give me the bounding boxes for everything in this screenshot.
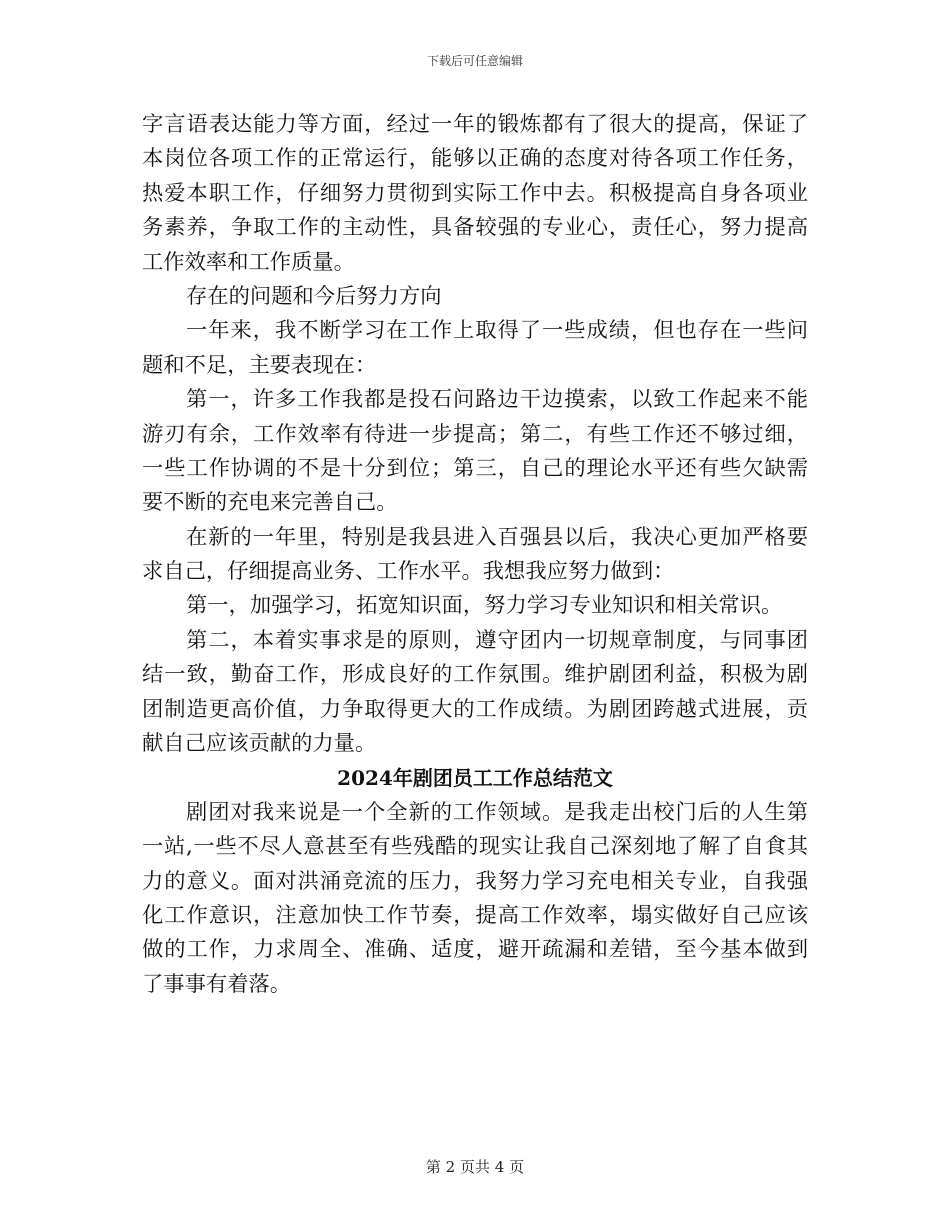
body-line: 一年来，我不断学习在工作上取得了一些成绩，但也存在一些问 — [186, 318, 808, 344]
body-line: 字言语表达能力等方面，经过一年的锻炼都有了很大的提高，保证了 — [142, 112, 808, 137]
body-line: 第一，加强学习，拓宽知识面，努力学习专业知识和相关常识。 — [186, 593, 783, 619]
body-line: 一些工作协调的不是十分到位；第三，自己的理论水平还有些欠缺需 — [142, 455, 808, 481]
body-line: 工作效率和工作质量。 — [142, 249, 355, 275]
body-line: 化工作意识，注意加快工作节奏，提高工作效率，塌实做好自己应该 — [142, 902, 808, 928]
body-line: 献自己应该贡献的力量。 — [142, 731, 377, 757]
body-line: 在新的一年里，特别是我县进入百强县以后，我决心更加严格要 — [186, 524, 808, 550]
page-header: 下载后可任意编辑 — [426, 54, 523, 68]
page-number: 第 2 页共 4 页 — [425, 1158, 525, 1176]
body-line: 热爱本职工作，仔细努力贯彻到实际工作中去。积极提高自身各项业 — [142, 180, 808, 206]
body-line: 力的意义。面对洪涌竞流的压力，我努力学习充电相关专业，自我强 — [142, 868, 808, 894]
body-line: 了事事有着落。 — [142, 971, 292, 997]
body-line: 本岗位各项工作的正常运行，能够以正确的态度对待各项工作任务， — [142, 146, 808, 172]
body-line: 求自己，仔细提高业务、工作水平。我想我应努力做到： — [142, 559, 675, 585]
body-line: 第一，许多工作我都是投石问路边干边摸索，以致工作起来不能 — [186, 387, 808, 413]
body-line: 要不断的充电来完善自己。 — [142, 490, 398, 516]
document-body — [142, 108, 808, 1002]
article-title: 2024年剧团员工工作总结范文 — [337, 766, 613, 791]
body-line: 做的工作，力求周全、准确、适度，避开疏漏和差错，至今基本做到 — [142, 937, 808, 963]
body-line: 题和不足，主要表现在： — [142, 352, 377, 378]
body-line: 第二，本着实事求是的原则，遵守团内一切规章制度，与同事团 — [186, 627, 808, 653]
body-line: 游刃有余，工作效率有待进一步提高；第二，有些工作还不够过细， — [142, 421, 808, 447]
body-line: 结一致，勤奋工作，形成良好的工作氛围。维护剧团利益，积极为剧 — [142, 662, 808, 688]
section-subheading: 存在的问题和今后努力方向 — [186, 283, 442, 309]
body-line: 务素养，争取工作的主动性，具备较强的专业心，责任心，努力提高 — [142, 215, 808, 241]
body-line: 一站,一些不尽人意甚至有些残酷的现实让我自己深刻地了解了自食其 — [142, 834, 808, 860]
body-line: 剧团对我来说是一个全新的工作领域。是我走出校门后的人生第 — [186, 799, 808, 825]
body-line: 团制造更高价值，力争取得更大的工作成绩。为剧团跨越式进展，贡 — [142, 696, 808, 722]
